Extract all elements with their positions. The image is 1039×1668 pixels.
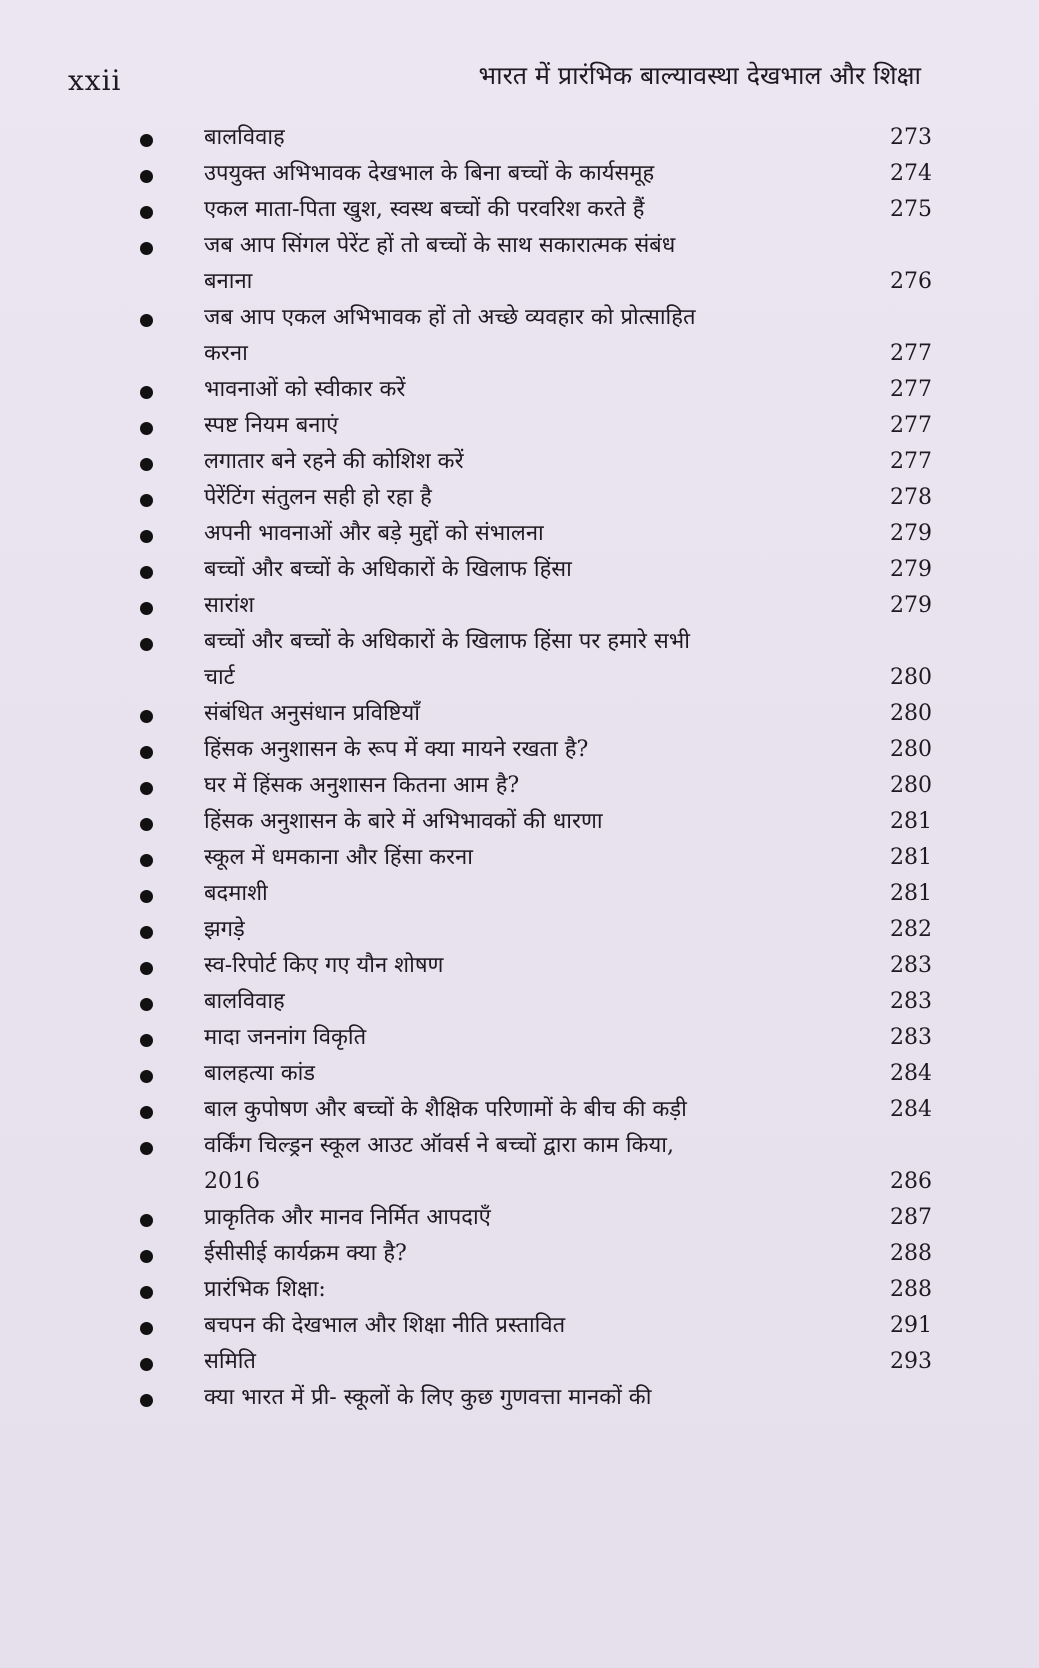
toc-entry-title-line: अपनी भावनाओं और बड़े मुद्दों को संभालना (204, 521, 544, 546)
toc-entry (132, 588, 932, 624)
toc-entry-title-line: उपयुक्त अभिभावक देखभाल के बिना बच्चों के कार्यसमूह (204, 161, 655, 186)
toc-entry (132, 912, 932, 948)
toc-entry (132, 480, 932, 516)
toc-entry-title-line: बालविवाह (204, 125, 285, 150)
toc-page-number: 288 (890, 1277, 932, 1302)
toc-entry-title-line: बनाना (204, 269, 253, 294)
toc-entry-title-line: पेरेंटिंग संतुलन सही हो रहा है (204, 485, 432, 510)
toc-page-number: 283 (890, 953, 932, 978)
toc-page-number: 293 (890, 1349, 932, 1374)
toc-page-number: 280 (890, 737, 932, 762)
toc-page-number: 286 (890, 1169, 932, 1194)
toc-page-number: 282 (890, 917, 932, 942)
toc-page-number: 281 (890, 809, 932, 834)
toc-entry-title-line: बदमाशी (204, 881, 268, 906)
toc-entry (132, 984, 932, 1020)
toc-entry-title-line: वर्किंग चिल्ड्रन स्कूल आउट ऑवर्स ने बच्चों द्वारा काम किया, (204, 1133, 674, 1158)
toc-entry (132, 120, 932, 156)
page-header (68, 58, 921, 98)
toc-entry (132, 1380, 932, 1416)
toc-entry-title-line: जब आप सिंगल पेरेंट हों तो बच्चों के साथ सकारात्मक संबंध (204, 233, 676, 258)
toc-entry (132, 1344, 932, 1380)
toc-page-number: 277 (890, 449, 932, 474)
toc-entry-title-line: प्रारंभिक शिक्षा: (204, 1277, 326, 1302)
toc-entry (132, 696, 932, 732)
toc-entry-title-line: स्पष्ट नियम बनाएं (204, 413, 339, 438)
toc-entry-title-line: सारांश (204, 593, 255, 618)
toc-entry (132, 444, 932, 480)
toc-page-number: 279 (890, 557, 932, 582)
toc-page-number: 284 (890, 1097, 932, 1122)
toc-entry-title-line: बचपन की देखभाल और शिक्षा नीति प्रस्तावित (204, 1313, 566, 1338)
toc-page-number: 277 (890, 341, 932, 366)
toc-entry (132, 768, 932, 804)
toc-entry-title-line: एकल माता-पिता खुश, स्वस्थ बच्चों की परवरिश करते हैं (204, 197, 645, 222)
toc-page-number: 288 (890, 1241, 932, 1266)
toc-entry-title-line: बच्चों और बच्चों के अधिकारों के खिलाफ हिंसा पर हमारे सभी (204, 629, 690, 654)
page-number: xxii (68, 64, 122, 97)
toc-entry-title-line: बालविवाह (204, 989, 285, 1014)
toc-entry (132, 876, 932, 912)
toc-entry (132, 1056, 932, 1092)
toc-page-number: 281 (890, 881, 932, 906)
toc-entry (132, 1272, 932, 1308)
toc-entry (132, 1236, 932, 1272)
toc-entry (132, 408, 932, 444)
toc-page-number: 279 (890, 593, 932, 618)
toc-page-number: 273 (890, 125, 932, 150)
toc-entry-title-line: चार्ट (204, 665, 235, 690)
toc-entry (132, 1200, 932, 1236)
toc-entry-title-line: मादा जननांग विकृति (204, 1025, 367, 1050)
toc-entry (132, 948, 932, 984)
toc-entry (132, 732, 932, 768)
toc-entry (132, 840, 932, 876)
toc-entry (132, 1308, 932, 1344)
toc-entry-title-line: ईसीसीई कार्यक्रम क्या है? (204, 1241, 407, 1266)
toc-entry-title-line: हिंसक अनुशासन के रूप में क्या मायने रखता है? (204, 737, 589, 762)
toc-page-number: 279 (890, 521, 932, 546)
toc-entry-title-line: स्कूल में धमकाना और हिंसा करना (204, 845, 473, 870)
toc-entry-title-line: लगातार बने रहने की कोशिश करें (204, 449, 464, 474)
toc-entry-title-line: जब आप एकल अभिभावक हों तो अच्छे व्यवहार को प्रोत्साहित (204, 305, 696, 330)
toc-entry (132, 552, 932, 588)
toc-page-number: 275 (890, 197, 932, 222)
toc-page-number: 276 (890, 269, 932, 294)
toc-entry-title-line: झगड़े (204, 917, 245, 942)
toc-page-number: 274 (890, 161, 932, 186)
table-of-contents (132, 120, 932, 1416)
toc-page-number: 291 (890, 1313, 932, 1338)
toc-page-number: 284 (890, 1061, 932, 1086)
toc-entry-title-line: हिंसक अनुशासन के बारे में अभिभावकों की धारणा (204, 809, 603, 834)
toc-page-number: 277 (890, 413, 932, 438)
toc-entry-title-line: क्या भारत में प्री- स्कूलों के लिए कुछ गुणवत्ता मानकों की (204, 1385, 652, 1410)
toc-entry-title-line: बच्चों और बच्चों के अधिकारों के खिलाफ हिंसा (204, 557, 572, 582)
toc-entry-title-line: भावनाओं को स्वीकार करें (204, 377, 406, 402)
toc-entry (132, 516, 932, 552)
toc-page-number: 280 (890, 665, 932, 690)
toc-entry (132, 1092, 932, 1128)
toc-entry-title-line: घर में हिंसक अनुशासन कितना आम है? (204, 773, 520, 798)
toc-entry (132, 624, 932, 696)
toc-entry (132, 1128, 932, 1200)
toc-page-number: 281 (890, 845, 932, 870)
toc-page-number: 277 (890, 377, 932, 402)
toc-entry (132, 1020, 932, 1056)
toc-entry-title-line: करना (204, 341, 248, 366)
toc-entry (132, 804, 932, 840)
toc-entry (132, 300, 932, 372)
toc-page-number: 280 (890, 773, 932, 798)
toc-entry (132, 228, 932, 300)
toc-page-number: 283 (890, 989, 932, 1014)
toc-entry-title-line: संबंधित अनुसंधान प्रविष्टियाँ (204, 701, 420, 726)
toc-page-number: 283 (890, 1025, 932, 1050)
toc-entry-title-line: स्व-रिपोर्ट किए गए यौन शोषण (204, 953, 444, 978)
toc-page-number: 287 (890, 1205, 932, 1230)
toc-page-number: 278 (890, 485, 932, 510)
toc-entry (132, 192, 932, 228)
toc-entry (132, 372, 932, 408)
toc-entry-title-line: समिति (204, 1349, 256, 1374)
toc-entry-title-line: बाल कुपोषण और बच्चों के शैक्षिक परिणामों के बीच की कड़ी (204, 1097, 687, 1122)
toc-entry-title-line: बालहत्या कांड (204, 1061, 316, 1086)
toc-entry-title-line: प्राकृतिक और मानव निर्मित आपदाएँ (204, 1205, 491, 1230)
toc-entry (132, 156, 932, 192)
toc-page-number: 280 (890, 701, 932, 726)
toc-entry-title-line: 2016 (204, 1169, 260, 1194)
running-head-title: भारत में प्रारंभिक बाल्यावस्था देखभाल और शिक्षा (478, 61, 921, 90)
